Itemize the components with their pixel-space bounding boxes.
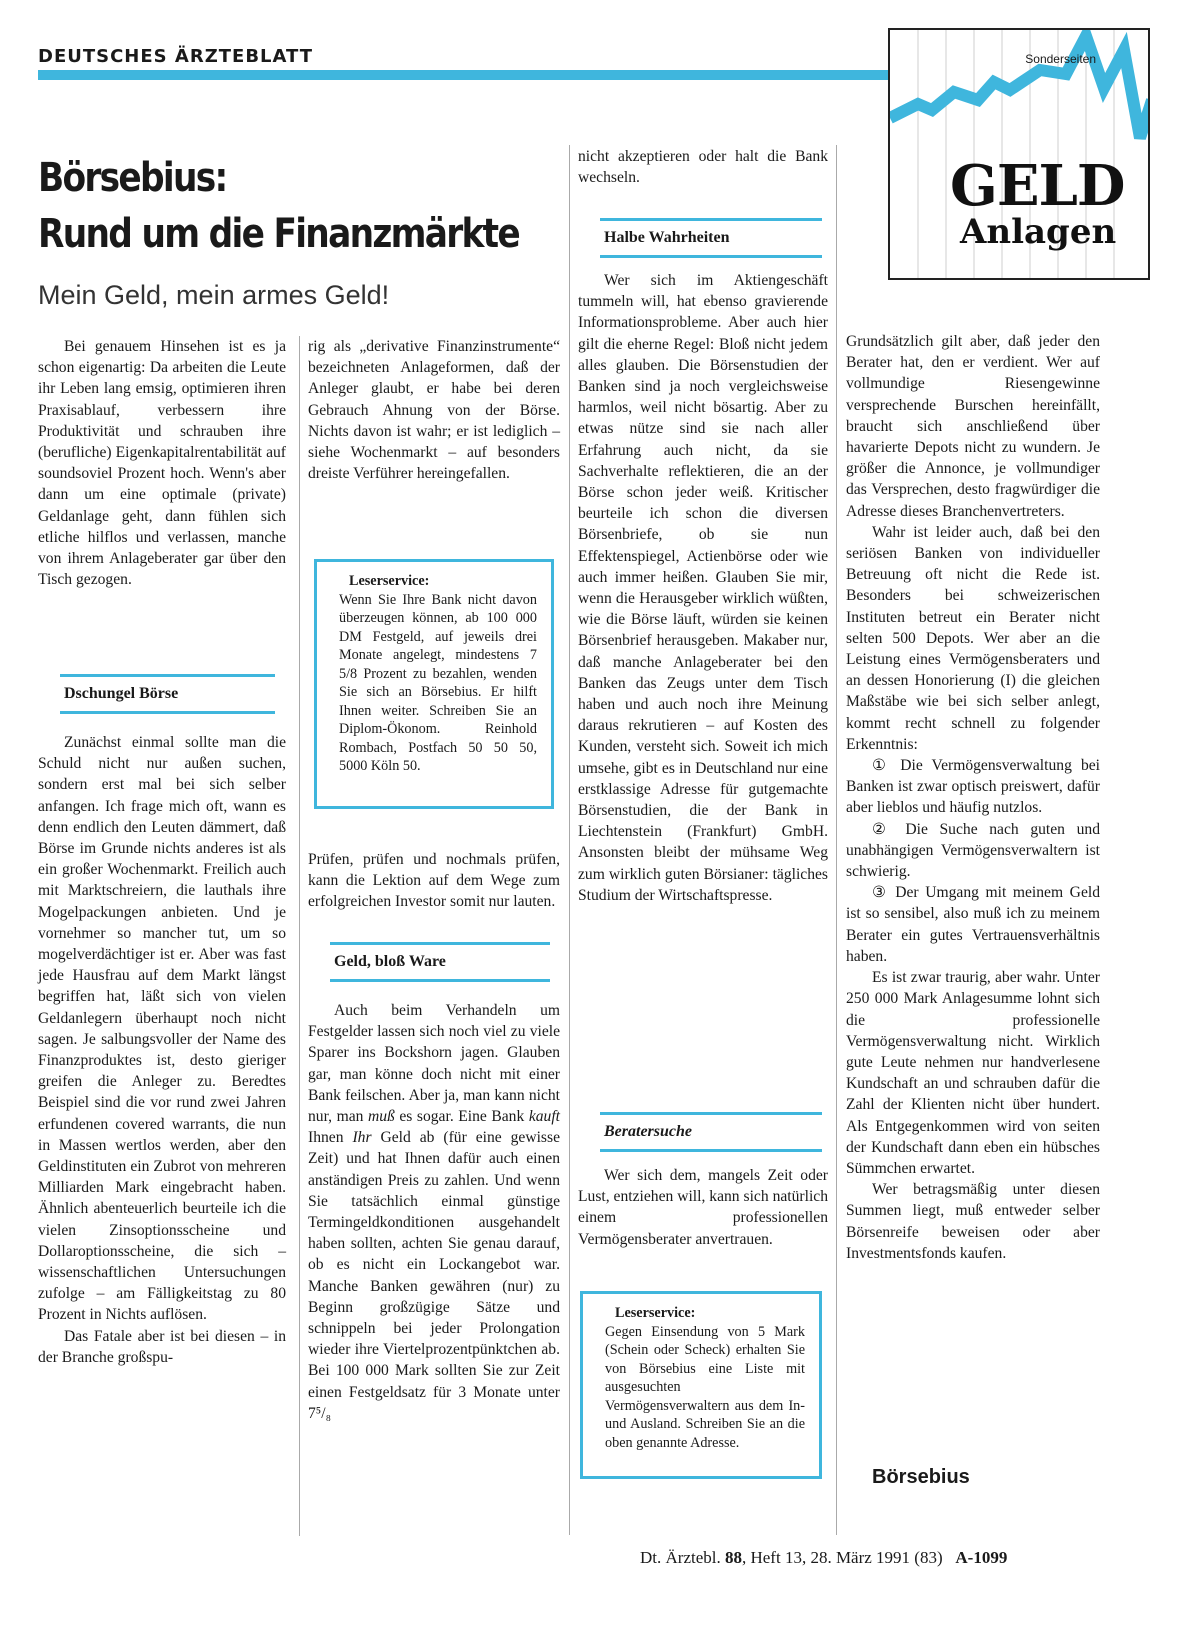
paragraph: Bei genauem Hinsehen ist es ja schon eigenartig: Da arbeiten die Leute ihr Leben lang emsig, optimieren ihren Praxisablauf, verbessern ihre Produktivität und schrauben ihre (berufliche) Eigenkapitalrentabilität auf soundsoviel Prozent hoch. Wenn's aber dann um eine optimale (private) Geldanlage geht, dann fühlen sich etliche hilflos und verlassen, manche von ihrem Anlageberater gar über den Tisch gezogen. [38,338,286,589]
box-title: Leserservice: [349,573,430,589]
column-rule [836,145,837,1535]
section-heading-dschungel: Dschungel Börse [60,674,275,714]
column-2-continued [308,1000,560,1424]
geld-anlagen-logo [888,28,1150,280]
sonderseiten-label: Sonderseiten [1025,52,1096,66]
paragraph: Wer betragsmäßig unter diesen Summen liegt, muß entweder selber Börsenreife beweisen oder aber Investmentsfonds kaufen. [846,1181,1100,1262]
column-4 [846,331,1100,1264]
author-signature: Börsebius [872,1466,970,1488]
citation-rest: , Heft 13, 28. März 1991 (83) [741,1548,943,1567]
column-1-continued [38,732,286,1368]
paragraph: nicht akzeptieren oder halt die Bank wechseln. [578,148,828,187]
column-rule [299,336,300,1536]
column-3 [578,146,828,188]
page-number: A-1099 [955,1548,1008,1567]
paragraph: Grundsätzlich gilt aber, daß jeder den Berater hat, den er verdient. Wer auf vollmundige Riesengewinne versprechende Burschen hereinfällt, braucht sich anschließend über havarierte Depots nicht zu wundern. Je größer die Annonce, je vollmundiger das Versprechen, desto fragwürdiger die Adresse dieses Branchenvertreters. [846,333,1100,520]
column-2 [308,336,560,484]
section-heading-halbe: Halbe Wahrheiten [600,218,822,258]
paragraph: ① Die Vermögensverwaltung bei Banken ist zwar optisch preiswert, dafür aber lieblos und häufig nutzlos. [846,757,1100,817]
anlagen-wordmark: Anlagen [960,212,1117,252]
box-text: Gegen Einsendung von 5 Mark (Schein oder Scheck) erhalten Sie von Börsebius eine Liste mit ausgesuchten Vermögensverwaltern aus dem In- und Ausland. Schreiben Sie an die oben genannte Adresse. [605,1323,805,1451]
column-3-end [578,1165,828,1250]
journal-name: DEUTSCHES ÄRZTEBLATT [38,46,314,67]
title-line-2: Rund um die Finanzmärkte [38,211,520,257]
leserservice-box-1 [314,559,554,809]
paragraph: ③ Der Umgang mit meinem Geld ist so sensibel, also muß ich zu meinem Berater ein gutes Vertrauensverhältnis haben. [846,884,1100,965]
box-title: Leserservice: [615,1305,696,1321]
paragraph: ② Die Suche nach guten und unabhängigen Vermögensverwaltern ist schwierig. [846,820,1100,881]
paragraph: Auch beim Verhandeln um Festgelder lassen sich noch viel zu viele Sparer ins Bockshorn jagen. Glauben gar, man könne doch nicht mit einer Bank feilschen. Aber ja, man kann nicht nur, man muß es sogar. Eine Bank kauft Ihnen Ihr Geld ab (für eine gewisse Zeit) und hat Ihnen dafür auch einen anständigen Preis zu zahlen. Und wenn Sie tatsächlich einmal günstige Termingeldkonditionen ausgehandelt haben sollten, achten Sie genau darauf, ob es nicht ein Lockangebot war. Manche Banken gewähren (nur) zu Beginn großzügige Sätze und schnippeln bei jeder Prolongation wieder ihre Viertelprozentpünktchen ab. Bei 100 000 Mark sollten Sie zur Zeit einen Festgeldsatz für 3 Monate unter 7⁵/₈ [308,1002,560,1422]
column-2-middle [308,849,560,913]
paragraph: Zunächst einmal sollte man die Schuld nicht nur außen suchen, sondern erst mal bei sich selber anfangen. Ich frage mich oft, wann es denn endlich den Leuten dämmert, daß Börse im Grunde nichts anderes ist als ein großer Wochenmarkt. Freilich auch mit Marktschreiern, die lauthals ihre Mogelpackungen anbieten. Und je vornehmer so mancher tut, um so mogelverdächtiger ist er. Aber was fast jede Hausfrau auf dem Markt längst begriffen hat, läßt sich von vielen Geldanlegern überhaupt noch nicht sagen. Je salbungsvoller der Name des Finanzproduktes ist, desto gieriger greifen die Anleger zu. Beredtes Beispiel sind die vor rund zwei Jahren erfundenen covered warrants, die nun in Massen wertlos werden, aber den Geldinstituten ein Zubrot von mehreren Milliarden Mark eingebracht haben. Ähnlich abenteuerlich beurteile ich die vielen Zinsoptionsscheine und Dollaroptionsscheine, die sich – wissenschaftlichen Untersuchungen zufolge – am Fälligkeitstag zu 80 Prozent in Nichts auflösen. [38,734,286,1324]
section-heading-geld: Geld, bloß Ware [330,942,550,982]
column-3-continued [578,270,828,906]
column-rule [569,145,570,1535]
title-line-1: Börsebius: [38,155,227,201]
paragraph: Das Fatale aber ist bei diesen – in der Branche großspu- [38,1327,286,1366]
volume-number: 88 [724,1548,742,1567]
box-text: Wenn Sie Ihre Bank nicht davon überzeugen können, ab 100 000 DM Festgeld, auf jeweils drei Monate angelegt, mindestens 7 5/8 Prozent zu bezahlen, wenden Sie sich an Börsebius. Er hilft Ihnen weiter. Schreiben Sie an Diplom-Ökonom. Reinhold Rombach, Postfach 50 50 50, 5000 Köln 50. [339,591,537,774]
article-title [38,150,520,262]
paragraph: Wer sich im Aktiengeschäft tummeln will, hat ebenso gravierende Informationsprobleme. Aber auch hier gilt die eherne Regel: Bloß nicht jedem alles glauben. Die Börsenstudien der Banken sind ja noch vergleichsweise harmlos, weil nicht bösartig. Aber zu etwas nütze sind sie nach aller Erfahrung auch nicht, da sie Sachverhalte reflektieren, die an der Börse schon jeder weiß. Kritischer beurteile ich schon die diversen Börsenbriefe, ob sie nun Effektenspiegel, Actienbörse oder wie auch immer heißen. Glauben Sie mir, wenn die Herausgeber wirklich wüßten, wie die Börse läuft, würden sie keinen Börsenbrief herausgeben. Makaber nur, daß manche Anlageberater bei den Banken das Zeugs unter dem Tisch haben und auch noch ihre Meinung daraus rekrutieren – auf Kosten des Kunden, versteht sich. Soweit ich mich umsehe, gibt es in Deutschland nur eine erstklassige Adresse für gutgemachte Börsenstudien, die der Bank in Liechtenstein (Frankfurt) GmbH. Ansonsten bleibt der mühsame Weg zum wirklich guten Börsianer: tägliches Studium der Wirtschaftspresse. [578,272,828,904]
section-heading-beratersuche: Beratersuche [600,1112,822,1152]
paragraph: rig als „derivative Finanzinstrumente“ bezeichneten Anlageformen, daß der Anleger glaubt, er habe bei deren Gebrauch Ahnung von der Börse. Nichts davon ist wahr; er ist lediglich – siehe Wochenmarkt – auf besonders dreiste Verführer hereingefallen. [308,338,560,483]
article-subtitle: Mein Geld, mein armes Geld! [38,280,390,310]
citation-prefix: Dt. Ärztebl. [640,1548,725,1567]
paragraph: Wahr ist leider auch, daß bei den seriösen Banken von individueller Betreuung oft nicht die Rede ist. Besonders bei schweizerischen Instituten betreut ein Berater nicht selten 500 Depots. Wer aber an die Leistung eines Vermögensberaters und an dessen Honorierung (I) die gleichen Maßstäbe wie bei sich selber anlegt, kommt recht schnell zu folgender Erkenntnis: [846,523,1100,753]
paragraph: Prüfen, prüfen und nochmals prüfen, kann die Lektion auf dem Wege zum erfolgreichen Investor somit nur lauten. [308,851,560,911]
paragraph: Es ist zwar traurig, aber wahr. Unter 250 000 Mark Anlagesumme lohnt sich die professionelle Vermögensverwaltung nicht. Wirklich gute Leute nehmen nur handverlesene Kundschaft an und schrauben dafür die Zahl der Klienten nicht über hundert. Als Entgegenkommen wird von seiten der Kundschaft dann eben ein hübsches Sümmchen erwartet. [846,969,1100,1177]
top-rule [38,70,888,80]
geld-wordmark: GELD [950,153,1125,219]
column-1 [38,336,286,590]
leserservice-box-2 [580,1291,822,1479]
page-footer [640,1548,1007,1568]
paragraph: Wer sich dem, mangels Zeit oder Lust, entziehen will, kann sich natürlich einem professionellen Vermögensberater anvertrauen. [578,1167,828,1248]
